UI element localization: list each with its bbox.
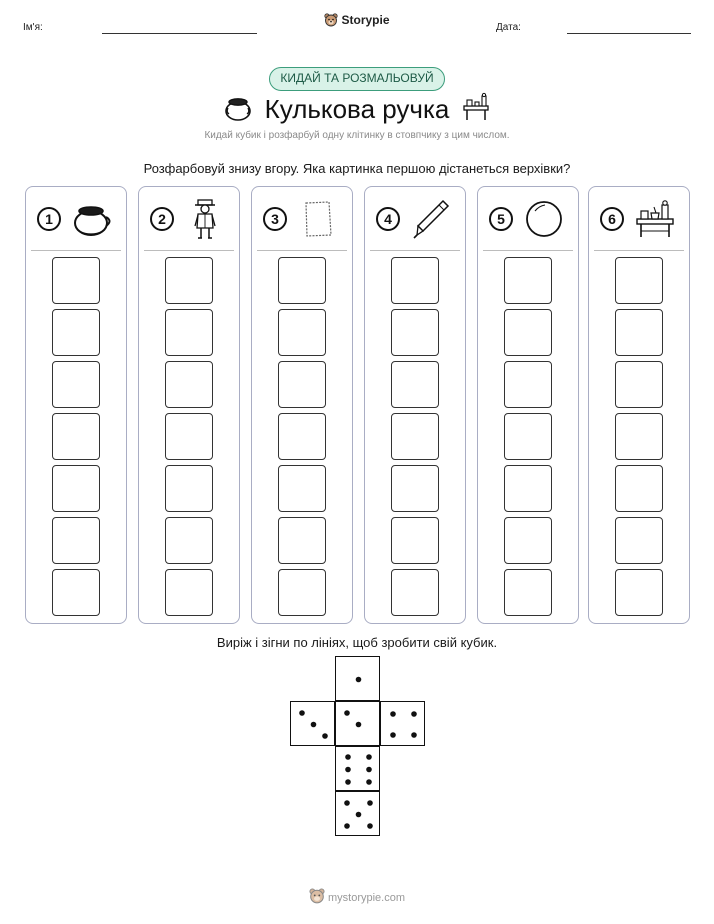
brand-logo bbox=[0, 13, 714, 30]
name-line[interactable] bbox=[102, 33, 257, 34]
column-divider bbox=[370, 250, 460, 251]
color-cell[interactable] bbox=[52, 361, 100, 408]
color-cell[interactable] bbox=[504, 257, 552, 304]
color-cell[interactable] bbox=[391, 569, 439, 616]
color-cell[interactable] bbox=[278, 361, 326, 408]
ink-pot-icon bbox=[70, 197, 114, 241]
color-cell[interactable] bbox=[504, 361, 552, 408]
color-cell[interactable] bbox=[52, 517, 100, 564]
color-cell[interactable] bbox=[278, 309, 326, 356]
color-cell[interactable] bbox=[504, 517, 552, 564]
bear-logo-icon bbox=[324, 13, 338, 30]
date-label: Дата: bbox=[496, 22, 521, 33]
footer bbox=[0, 888, 714, 907]
color-cell[interactable] bbox=[52, 413, 100, 460]
color-cell[interactable] bbox=[391, 361, 439, 408]
column-header bbox=[139, 187, 239, 249]
color-cell[interactable] bbox=[615, 517, 663, 564]
column-3 bbox=[251, 186, 353, 624]
color-cell[interactable] bbox=[278, 569, 326, 616]
workshop-table-icon bbox=[633, 197, 677, 241]
color-cell[interactable] bbox=[504, 413, 552, 460]
title-row bbox=[0, 92, 714, 128]
column-divider bbox=[257, 250, 347, 251]
column-number: 2 bbox=[150, 207, 174, 231]
brand-name: Storypie bbox=[341, 13, 390, 27]
color-cell[interactable] bbox=[52, 257, 100, 304]
footer-url[interactable]: mystorypie.com bbox=[327, 892, 406, 904]
column-6 bbox=[588, 186, 690, 624]
color-cell[interactable] bbox=[391, 517, 439, 564]
color-cell[interactable] bbox=[615, 257, 663, 304]
column-divider bbox=[483, 250, 573, 251]
dice-face-6 bbox=[335, 746, 380, 791]
page-title: Кулькова ручка bbox=[264, 94, 450, 124]
column-5 bbox=[477, 186, 579, 624]
dice-face-5 bbox=[335, 791, 380, 836]
color-cell[interactable] bbox=[391, 257, 439, 304]
column-4 bbox=[364, 186, 466, 624]
dice-face-2 bbox=[335, 701, 380, 746]
color-cell[interactable] bbox=[165, 361, 213, 408]
column-1 bbox=[25, 186, 127, 624]
color-cell[interactable] bbox=[278, 257, 326, 304]
dice-face-3 bbox=[290, 701, 335, 746]
color-cell[interactable] bbox=[615, 569, 663, 616]
paper-sheet-icon bbox=[296, 197, 340, 241]
column-header bbox=[478, 187, 578, 249]
color-cell[interactable] bbox=[504, 465, 552, 512]
color-cell[interactable] bbox=[52, 465, 100, 512]
color-cell[interactable] bbox=[615, 361, 663, 408]
column-divider bbox=[144, 250, 234, 251]
color-cell[interactable] bbox=[391, 413, 439, 460]
color-cell[interactable] bbox=[165, 465, 213, 512]
column-number: 4 bbox=[376, 207, 400, 231]
color-cell[interactable] bbox=[52, 569, 100, 616]
bear-footer-icon bbox=[309, 888, 325, 907]
column-header bbox=[26, 187, 126, 249]
color-cell[interactable] bbox=[165, 413, 213, 460]
color-cell[interactable] bbox=[615, 413, 663, 460]
name-label: Ім'я: bbox=[23, 22, 43, 33]
cut-instruction: Виріж і зігни по лініях, щоб зробити свій кубик. bbox=[216, 635, 498, 650]
column-divider bbox=[31, 250, 121, 251]
color-cell[interactable] bbox=[165, 569, 213, 616]
column-header bbox=[589, 187, 689, 249]
column-number: 3 bbox=[263, 207, 287, 231]
color-cell[interactable] bbox=[165, 517, 213, 564]
dice-face-4 bbox=[380, 701, 425, 746]
color-cell[interactable] bbox=[391, 465, 439, 512]
color-cell[interactable] bbox=[615, 465, 663, 512]
column-number: 6 bbox=[600, 207, 624, 231]
column-number: 1 bbox=[37, 207, 61, 231]
color-cell[interactable] bbox=[165, 257, 213, 304]
column-header bbox=[252, 187, 352, 249]
color-cell[interactable] bbox=[278, 517, 326, 564]
color-cell[interactable] bbox=[165, 309, 213, 356]
column-header bbox=[365, 187, 465, 249]
ink-pot-title-icon bbox=[223, 92, 253, 127]
dice-face-1 bbox=[335, 656, 380, 701]
subtitle: Кидай кубик і розфарбуй одну клітинку в стовпчику з цим числом. bbox=[204, 130, 510, 141]
color-cell[interactable] bbox=[504, 569, 552, 616]
pen-icon bbox=[409, 197, 453, 241]
column-2 bbox=[138, 186, 240, 624]
workshop-table-title-icon bbox=[461, 92, 491, 127]
color-cell[interactable] bbox=[615, 309, 663, 356]
activity-badge: КИДАЙ ТА РОЗМАЛЬОВУЙ bbox=[269, 67, 445, 91]
worksheet-header bbox=[0, 0, 714, 50]
inventor-icon bbox=[183, 197, 227, 241]
column-divider bbox=[594, 250, 684, 251]
color-cell[interactable] bbox=[391, 309, 439, 356]
color-cell[interactable] bbox=[52, 309, 100, 356]
dice-net[interactable] bbox=[290, 656, 426, 836]
instruction: Розфарбовуй знизу вгору. Яка картинка першою дістанеться верхівки? bbox=[143, 161, 571, 176]
color-cell[interactable] bbox=[278, 465, 326, 512]
column-number: 5 bbox=[489, 207, 513, 231]
color-cell[interactable] bbox=[278, 413, 326, 460]
dice-columns bbox=[25, 186, 690, 624]
color-cell[interactable] bbox=[504, 309, 552, 356]
ball-icon bbox=[522, 197, 566, 241]
date-line[interactable] bbox=[567, 33, 691, 34]
